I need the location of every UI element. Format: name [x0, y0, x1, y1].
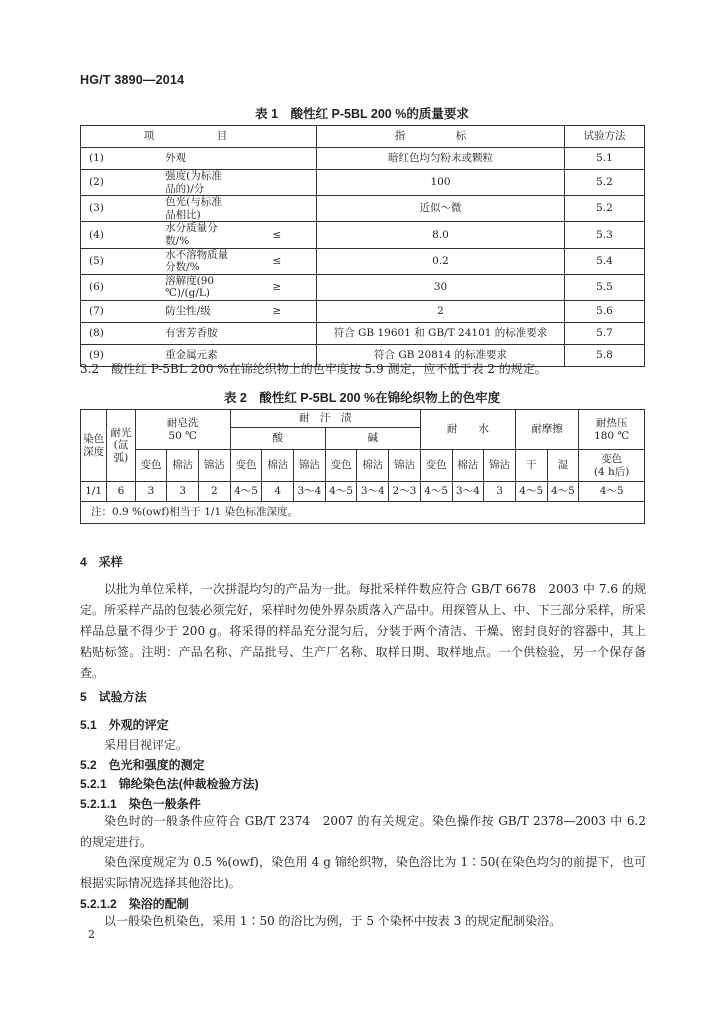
section-5-2-1-2-text: 以一般染色机染色，采用 1∶50 的浴比为例，于 5 个染杯中按表 3 的规定配制染浴。 [104, 914, 562, 928]
sub-cotton: 棉沾 [262, 450, 294, 482]
sub-cotton: 棉沾 [167, 450, 199, 482]
row-value: 8.0 [317, 222, 565, 248]
row-method: 5.5 [565, 274, 645, 300]
sub-dry: 干 [515, 450, 547, 482]
sub-cotton: 棉沾 [357, 450, 389, 482]
section-5-1-text: 采用目视评定。 [104, 738, 189, 752]
sub-change: 变色 [325, 450, 357, 482]
row-item: 强度(为标准品的)/分 [159, 170, 238, 196]
row-method: 5.1 [565, 148, 645, 170]
table-cell: 3 [167, 482, 199, 502]
page-number: 2 [88, 928, 95, 941]
table-cell: 3～4 [452, 482, 484, 502]
table-cell: 4 [262, 482, 294, 502]
table2-caption: 表 2 酸性红 P-5BL 200 %在锦纶织物上的色牢度 [223, 391, 501, 405]
section-5-2-1-1-title: 5.2.1.1 染色一般条件 [80, 797, 201, 811]
row-number: (4) [81, 222, 160, 248]
header-item: 项 目 [81, 126, 317, 148]
header-alkali: 碱 [325, 428, 420, 450]
table-row [81, 482, 645, 502]
sub-cotton: 棉沾 [452, 450, 484, 482]
quality-requirements-table [80, 125, 645, 367]
row-item: 重金属元素 [159, 344, 238, 366]
color-fastness-table [80, 409, 645, 524]
row-item: 防尘性/级 [159, 300, 238, 322]
sub-change: 变色 [420, 450, 452, 482]
header-method: 试验方法 [565, 126, 645, 148]
row-method: 5.3 [565, 222, 645, 248]
row-value: 近似～微 [317, 196, 565, 222]
row-item: 有害芳香胺 [159, 322, 238, 344]
table-cell: 2 [199, 482, 231, 502]
table2-note: 注：0.9 %(owf)相当于 1/1 染色标准深度。 [81, 502, 645, 524]
row-item: 水分质量分数/% [159, 222, 238, 248]
row-value: 符合 GB 19601 和 GB/T 24101 的标准要求 [317, 322, 565, 344]
header-water: 耐 水 [420, 410, 515, 450]
row-item: 色光(与标准品相比) [159, 196, 238, 222]
row-method: 5.2 [565, 170, 645, 196]
row-value: 30 [317, 274, 565, 300]
row-comparator: ≤ [238, 248, 317, 274]
row-number: (9) [81, 344, 160, 366]
row-comparator [238, 148, 317, 170]
sub-heat-after: (4 h后) [593, 465, 630, 478]
row-comparator [238, 322, 317, 344]
table-cell: 4～5 [579, 482, 645, 502]
row-item: 水不溶物质量分数/% [159, 248, 238, 274]
header-depth: 染色深度 [81, 410, 107, 482]
section-4-text: 以批为单位采样，一次拼混均匀的产品为一批。每批采样件数应符合 GB/T 6678 2003 中 7.6 的规定。所采样产品的包装必须完好，采样时勿使外界杂质落入产品中。用探管从上、中、下三部分采样，所采样品总量不得少于 200 g。将采得的样品充分混匀后，分装于两个清洁、干燥、密封良好的容器中，其上粘贴标签。注明：产品名称、产品批号、生产厂名称、取样日期、取样地点。一个供检验，另一个保存备查。 [80, 582, 646, 680]
table-row [81, 322, 645, 344]
row-comparator: ≤ [238, 222, 317, 248]
table1-caption: 表 1 酸性红 P-5BL 200 %的质量要求 [255, 107, 469, 121]
table-cell: 4～5 [547, 482, 579, 502]
table-row [81, 222, 645, 248]
table-cell: 3 [484, 482, 516, 502]
sub-nylon: 锦沾 [294, 450, 326, 482]
section-5-2-1-1-text2: 染色深度规定为 0.5 %(owf)，染色用 4 g 锦纶织物，染色浴比为 1∶50(在染色均匀的前提下，也可根据实际情况选择其他浴比)。 [80, 855, 646, 890]
sub-change: 变色 [135, 450, 167, 482]
row-method: 5.4 [565, 248, 645, 274]
row-number: (7) [81, 300, 160, 322]
row-number: (1) [81, 148, 160, 170]
sub-heat-change-label: 变色 [601, 452, 623, 465]
header-heat-label: 耐热压 [595, 416, 628, 429]
table-cell: 4～5 [325, 482, 357, 502]
header-heat-temp: 180 ℃ [594, 429, 630, 442]
row-item: 外观 [159, 148, 238, 170]
header-sweat: 耐 汗 渍 [230, 410, 420, 428]
sub-change: 变色 [230, 450, 262, 482]
row-comparator [238, 196, 317, 222]
table-row [81, 170, 645, 196]
section-4-title: 4 采样 [80, 555, 123, 569]
row-number: (3) [81, 196, 160, 222]
table-cell: 4～5 [420, 482, 452, 502]
table-row [81, 148, 645, 170]
section-5-1-title: 5.1 外观的评定 [80, 718, 169, 732]
row-value: 暗红色均匀粉末或颗粒 [317, 148, 565, 170]
table-row [81, 196, 645, 222]
table-cell: 2～3 [389, 482, 421, 502]
row-method: 5.8 [565, 344, 645, 366]
section-5-2-1-1-text1: 染色时的一般条件应符合 GB/T 2374 2007 的有关规定。染色操作按 GB/T 2378—2003 中 6.2 的规定进行。 [80, 814, 646, 849]
row-item: 溶解度(90 ℃)/(g/L) [159, 274, 238, 300]
table-row [81, 300, 645, 322]
sub-nylon: 锦沾 [389, 450, 421, 482]
row-comparator: ≥ [238, 300, 317, 322]
table-cell: 3 [135, 482, 167, 502]
table-cell: 4～5 [515, 482, 547, 502]
row-method: 5.2 [565, 196, 645, 222]
clause-3-2: 3.2 酸性红 P-5BL 200 %在锦纶织物上的色牢度按 5.9 测定，应不低于表 2 的规定。 [80, 362, 547, 376]
row-method: 5.6 [565, 300, 645, 322]
row-method: 5.7 [565, 322, 645, 344]
row-comparator [238, 170, 317, 196]
table-cell: 6 [107, 482, 135, 502]
section-5-title: 5 试验方法 [80, 690, 147, 704]
header-heat [579, 410, 645, 450]
table-header-row [81, 126, 645, 148]
header-soap [135, 410, 230, 450]
header-soap-temp: 50 ℃ [168, 429, 197, 442]
row-value: 100 [317, 170, 565, 196]
header-acid: 酸 [230, 428, 325, 450]
header-soap-label: 耐皂洗 [166, 416, 199, 429]
section-5-2-title: 5.2 色光和强度的测定 [80, 758, 205, 772]
table-cell: 1/1 [81, 482, 107, 502]
header-rub: 耐摩擦 [515, 410, 578, 450]
table-row [81, 274, 645, 300]
row-number: (5) [81, 248, 160, 274]
sub-nylon: 锦沾 [484, 450, 516, 482]
section-5-2-1-title: 5.2.1 锦纶染色法(仲裁检验方法) [80, 777, 259, 791]
section-5-2-1-2-title: 5.2.1.2 染浴的配制 [80, 897, 189, 911]
row-number: (6) [81, 274, 160, 300]
sub-wet: 湿 [547, 450, 579, 482]
row-value: 0.2 [317, 248, 565, 274]
row-number: (8) [81, 322, 160, 344]
row-value: 符合 GB 20814 的标准要求 [317, 344, 565, 366]
sub-heat-change [579, 450, 645, 482]
standard-code: HG/T 3890—2014 [80, 73, 185, 87]
header-value: 指 标 [317, 126, 565, 148]
header-light: 耐光(氙弧) [107, 410, 135, 482]
row-number: (2) [81, 170, 160, 196]
table-cell: 4～5 [230, 482, 262, 502]
table-row [81, 248, 645, 274]
sub-nylon: 锦沾 [199, 450, 231, 482]
row-value: 2 [317, 300, 565, 322]
table-cell: 3～4 [294, 482, 326, 502]
row-comparator: ≥ [238, 274, 317, 300]
table-cell: 3～4 [357, 482, 389, 502]
